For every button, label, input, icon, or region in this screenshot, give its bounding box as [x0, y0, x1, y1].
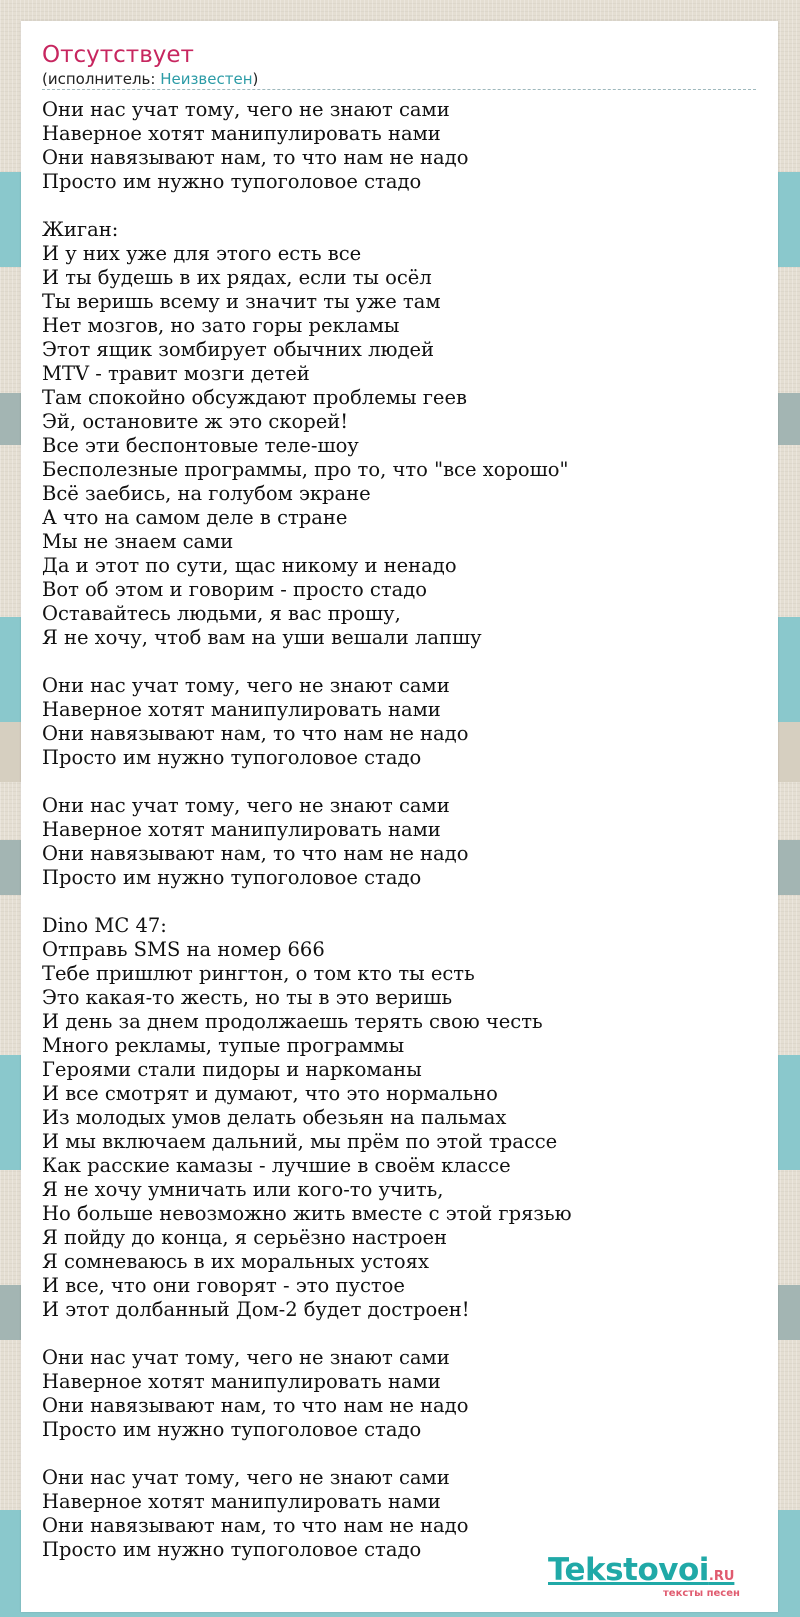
- lyric-line: Просто им нужно тупоголовое стадо: [42, 866, 422, 889]
- lyric-line: [42, 1322, 762, 1346]
- lyric-line: И у них уже для этого есть все: [42, 242, 362, 265]
- lyric-line: Я пойду до конца, я серьёзно настроен: [42, 1226, 448, 1249]
- lyric-line: Они нас учат тому, чего не знают сами: [42, 98, 450, 121]
- artist-suffix: ): [252, 70, 259, 88]
- lyric-line: Жиган:: [42, 218, 119, 241]
- lyrics-text: [42, 98, 762, 1562]
- song-title: Отсутствует: [42, 42, 194, 68]
- lyric-line: Отправь SMS на номер 666: [42, 938, 325, 961]
- lyric-line: Это какая-то жесть, но ты в это веришь: [42, 986, 453, 1009]
- lyric-line: Наверное хотят манипулировать нами: [42, 1370, 441, 1393]
- lyric-line: Они навязывают нам, то что нам не надо: [42, 146, 469, 169]
- lyric-line: Но больше невозможно жить вместе с этой грязью: [42, 1202, 572, 1225]
- lyric-line: Просто им нужно тупоголовое стадо: [42, 746, 422, 769]
- lyric-line: Dino MC 47:: [42, 914, 167, 937]
- lyric-line: MTV - травит мозги детей: [42, 362, 310, 385]
- lyric-line: Все эти беспонтовые теле-шоу: [42, 434, 359, 457]
- lyric-line: Как расские камазы - лучшие в своём классе: [42, 1154, 511, 1177]
- logo-suffix: .RU: [708, 1569, 735, 1584]
- logo-main: Tekstovoi: [548, 1552, 709, 1588]
- lyric-line: Они нас учат тому, чего не знают сами: [42, 794, 450, 817]
- lyric-line: Оставайтесь людьми, я вас прошу,: [42, 602, 401, 625]
- lyric-line: Я не хочу, чтоб вам на уши вешали лапшу: [42, 626, 482, 649]
- lyric-line: Всё заебись, на голубом экране: [42, 482, 371, 505]
- lyric-line: Эй, остановите ж это скорей!: [42, 410, 349, 433]
- lyric-line: Наверное хотят манипулировать нами: [42, 698, 441, 721]
- lyric-line: И этот долбанный Дом-2 будет достроен!: [42, 1298, 470, 1321]
- lyric-line: Наверное хотят манипулировать нами: [42, 1490, 441, 1513]
- lyric-line: И день за днем продолжаешь терять свою честь: [42, 1010, 543, 1033]
- lyric-line: Они нас учат тому, чего не знают сами: [42, 674, 450, 697]
- lyric-line: Они навязывают нам, то что нам не надо: [42, 1394, 469, 1417]
- lyric-line: Они нас учат тому, чего не знают сами: [42, 1346, 450, 1369]
- lyric-line: Ты веришь всему и значит ты уже там: [42, 290, 441, 313]
- lyric-line: Героями стали пидоры и наркоманы: [42, 1058, 422, 1081]
- lyric-line: И мы включаем дальний, мы прём по этой трассе: [42, 1130, 558, 1153]
- artist-link[interactable]: Неизвестен: [160, 70, 253, 88]
- lyric-line: [42, 650, 762, 674]
- artist-prefix: (исполнитель:: [42, 70, 161, 88]
- lyric-line: Нет мозгов, но зато горы рекламы: [42, 314, 400, 337]
- logo-tagline: тексты песен: [663, 1588, 740, 1599]
- lyric-line: И ты будешь в их рядах, если ты осёл: [42, 266, 432, 289]
- lyric-line: Они нас учат тому, чего не знают сами: [42, 1466, 450, 1489]
- lyric-line: Тебе пришлют рингтон, о том кто ты есть: [42, 962, 475, 985]
- lyric-line: Я не хочу умничать или кого-то учить,: [42, 1178, 444, 1201]
- lyric-line: Наверное хотят манипулировать нами: [42, 122, 441, 145]
- lyric-line: Много рекламы, тупые программы: [42, 1034, 405, 1057]
- lyric-line: [42, 890, 762, 914]
- lyric-line: Из молодых умов делать обезьян на пальмах: [42, 1106, 507, 1129]
- lyric-line: Мы не знаем сами: [42, 530, 234, 553]
- lyric-line: Наверное хотят манипулировать нами: [42, 818, 441, 841]
- lyric-line: Просто им нужно тупоголовое стадо: [42, 1418, 422, 1441]
- lyric-line: Вот об этом и говорим - просто стадо: [42, 578, 428, 601]
- lyric-line: Бесполезные программы, про то, что "все хорошо": [42, 458, 569, 481]
- artist-line: [42, 69, 258, 89]
- lyric-line: И все, что они говорят - это пустое: [42, 1274, 405, 1297]
- lyric-line: [42, 194, 762, 218]
- lyric-line: Да и этот по сути, щас никому и ненадо: [42, 554, 457, 577]
- lyric-line: Они навязывают нам, то что нам не надо: [42, 1514, 469, 1537]
- title-divider: [42, 89, 756, 90]
- lyric-line: Этот ящик зомбирует обычних людей: [42, 338, 434, 361]
- lyric-line: Они навязывают нам, то что нам не надо: [42, 722, 469, 745]
- lyric-line: Там спокойно обсуждают проблемы геев: [42, 386, 467, 409]
- lyric-line: И все смотрят и думают, что это нормально: [42, 1082, 498, 1105]
- lyric-line: [42, 770, 762, 794]
- lyric-line: А что на самом деле в стране: [42, 506, 348, 529]
- lyric-line: [42, 1442, 762, 1466]
- lyric-line: Просто им нужно тупоголовое стадо: [42, 1538, 422, 1561]
- lyric-line: Они навязывают нам, то что нам не надо: [42, 842, 469, 865]
- lyric-line: Просто им нужно тупоголовое стадо: [42, 170, 422, 193]
- lyrics-card: [21, 21, 778, 1612]
- lyric-line: Я сомневаюсь в их моральных устоях: [42, 1250, 429, 1273]
